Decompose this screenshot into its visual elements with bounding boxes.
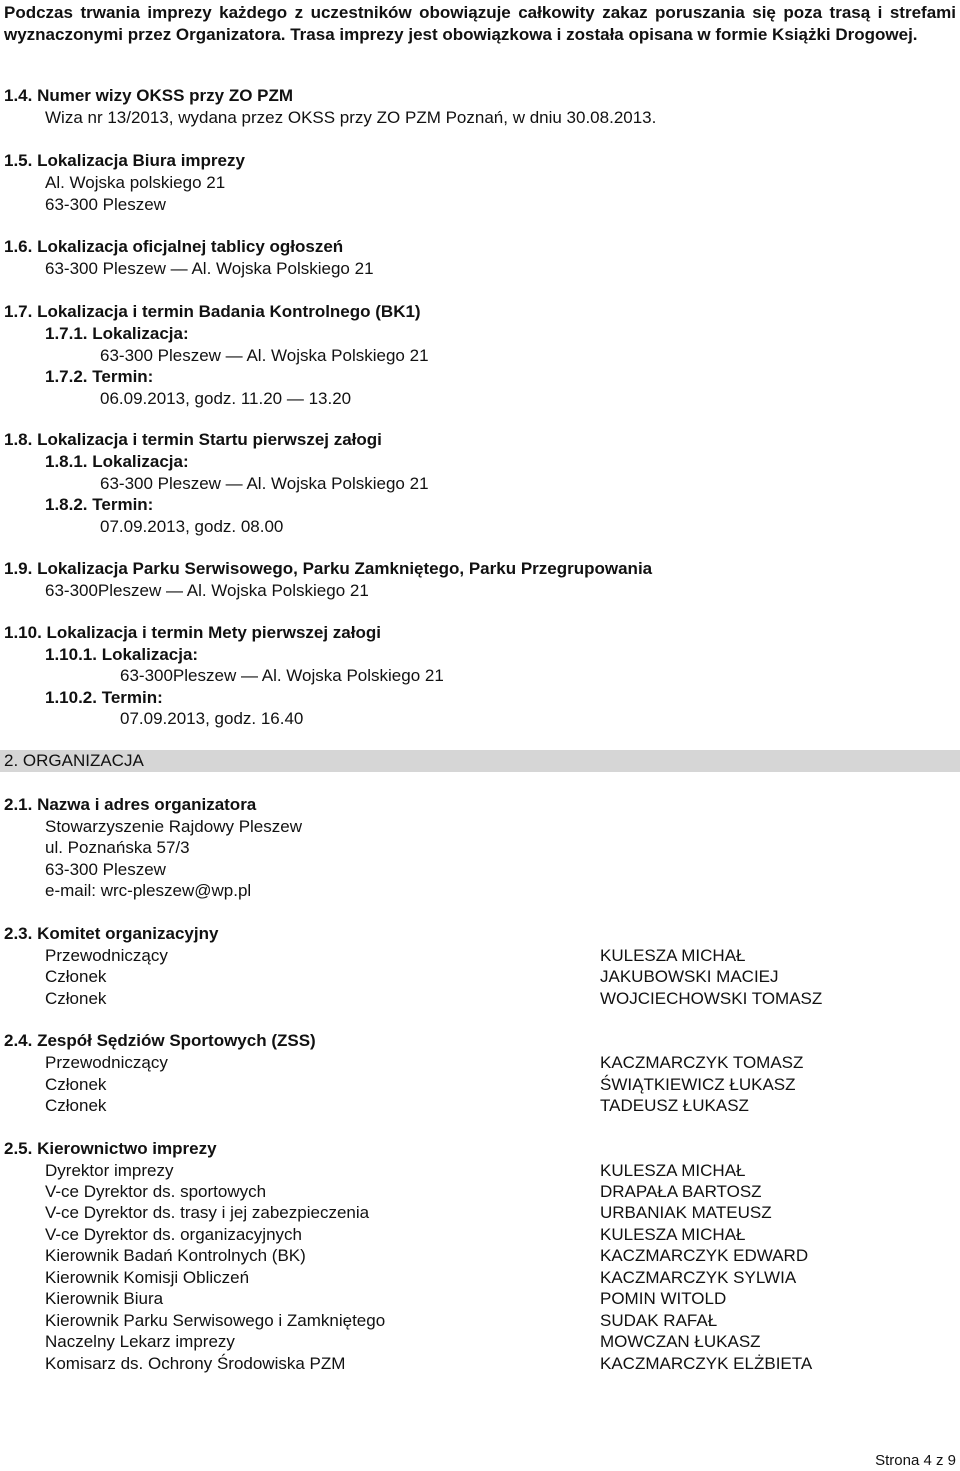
management-name: SUDAK RAFAŁ bbox=[600, 1311, 718, 1330]
organizer-line: Stowarzyszenie Rajdowy Pleszew bbox=[45, 817, 302, 836]
management-name: KACZMARCZYK ELŻBIETA bbox=[600, 1354, 813, 1373]
intro-paragraph: Podczas trwania imprezy każdego z uczestników obowiązuje całkowity zakaz poruszania się poza trasą i strefami wyznaczonymi przez Organizatora. Trasa imprezy jest obowiązkowa i została opisana w formie Książki Drogowej. bbox=[4, 3, 956, 44]
committee-name: KULESZA MICHAŁ bbox=[600, 946, 746, 965]
section-2-3-heading: 2.3. Komitet organizacyjny bbox=[4, 924, 219, 943]
judges-role: Członek bbox=[45, 1075, 107, 1094]
management-name: DRAPAŁA BARTOSZ bbox=[600, 1182, 762, 1201]
committee-name: JAKUBOWSKI MACIEJ bbox=[600, 967, 779, 986]
committee-role: Członek bbox=[45, 967, 107, 986]
management-role: V-ce Dyrektor ds. sportowych bbox=[45, 1182, 267, 1201]
section-2-5-heading: 2.5. Kierownictwo imprezy bbox=[4, 1139, 217, 1158]
organizer-line: ul. Poznańska 57/3 bbox=[45, 838, 190, 857]
management-role: Kierownik Biura bbox=[45, 1289, 164, 1308]
judges-role: Członek bbox=[45, 1096, 107, 1115]
judges-name: TADEUSZ ŁUKASZ bbox=[600, 1096, 749, 1115]
management-role: Kierownik Parku Serwisowego i Zamkniętego bbox=[45, 1311, 386, 1330]
section-1-10-1-label: 1.10.1. Lokalizacja: bbox=[45, 645, 199, 664]
section-1-7-1-label: 1.7.1. Lokalizacja: bbox=[45, 324, 189, 343]
committee-role: Przewodniczący bbox=[45, 946, 168, 965]
management-name: KULESZA MICHAŁ bbox=[600, 1161, 746, 1180]
committee-name: WOJCIECHOWSKI TOMASZ bbox=[600, 989, 823, 1008]
management-name: POMIN WITOLD bbox=[600, 1289, 727, 1308]
judges-name: ŚWIĄTKIEWICZ ŁUKASZ bbox=[600, 1075, 796, 1094]
section-1-8-1-value: 63-300 Pleszew — Al. Wojska Polskiego 21 bbox=[100, 474, 429, 493]
management-name: MOWCZAN ŁUKASZ bbox=[600, 1332, 761, 1351]
section-1-10-1-value: 63-300Pleszew — Al. Wojska Polskiego 21 bbox=[120, 666, 444, 685]
management-role: Kierownik Komisji Obliczeń bbox=[45, 1268, 250, 1287]
management-role: Komisarz ds. Ochrony Środowiska PZM bbox=[45, 1354, 346, 1373]
judges-name: KACZMARCZYK TOMASZ bbox=[600, 1053, 804, 1072]
section-1-5-heading: 1.5. Lokalizacja Biura imprezy bbox=[4, 151, 245, 170]
section-1-6-text: 63-300 Pleszew — Al. Wojska Polskiego 21 bbox=[45, 259, 374, 278]
judges-role: Przewodniczący bbox=[45, 1053, 168, 1072]
management-role: V-ce Dyrektor ds. trasy i jej zabezpieczenia bbox=[45, 1203, 370, 1222]
organizer-line: 63-300 Pleszew bbox=[45, 860, 166, 879]
section-1-7-1-value: 63-300 Pleszew — Al. Wojska Polskiego 21 bbox=[100, 346, 429, 365]
management-role: Kierownik Badań Kontrolnych (BK) bbox=[45, 1246, 306, 1265]
section-1-10-2-label: 1.10.2. Termin: bbox=[45, 688, 163, 707]
committee-role: Członek bbox=[45, 989, 107, 1008]
section-1-5-line1: Al. Wojska polskiego 21 bbox=[45, 173, 226, 192]
organizer-email: e-mail: wrc-pleszew@wp.pl bbox=[45, 881, 252, 900]
section-1-8-2-label: 1.8.2. Termin: bbox=[45, 495, 154, 514]
section-1-10-heading: 1.10. Lokalizacja i termin Mety pierwszej załogi bbox=[4, 623, 381, 642]
section-1-7-2-label: 1.7.2. Termin: bbox=[45, 367, 154, 386]
section-2-1-heading: 2.1. Nazwa i adres organizatora bbox=[4, 795, 257, 814]
section-2-header-bar bbox=[0, 750, 960, 772]
section-1-8-heading: 1.8. Lokalizacja i termin Startu pierwszej załogi bbox=[4, 430, 382, 449]
section-1-4-text: Wiza nr 13/2013, wydana przez OKSS przy ZO PZM Poznań, w dniu 30.08.2013. bbox=[45, 108, 657, 127]
section-1-7-2-value: 06.09.2013, godz. 11.20 — 13.20 bbox=[100, 389, 352, 408]
section-2-4-heading: 2.4. Zespół Sędziów Sportowych (ZSS) bbox=[4, 1031, 316, 1050]
management-name: KULESZA MICHAŁ bbox=[600, 1225, 746, 1244]
section-1-5-line2: 63-300 Pleszew bbox=[45, 195, 166, 214]
management-name: KACZMARCZYK SYLWIA bbox=[600, 1268, 797, 1287]
section-1-8-2-value: 07.09.2013, godz. 08.00 bbox=[100, 517, 284, 536]
management-role: V-ce Dyrektor ds. organizacyjnych bbox=[45, 1225, 302, 1244]
section-1-8-1-label: 1.8.1. Lokalizacja: bbox=[45, 452, 189, 471]
page-number: Strona 4 z 9 bbox=[875, 1452, 956, 1469]
section-1-7-heading: 1.7. Lokalizacja i termin Badania Kontrolnego (BK1) bbox=[4, 302, 421, 321]
section-2-title: 2. ORGANIZACJA bbox=[4, 751, 144, 770]
management-role: Naczelny Lekarz imprezy bbox=[45, 1332, 235, 1351]
section-1-9-heading: 1.9. Lokalizacja Parku Serwisowego, Parku Zamkniętego, Parku Przegrupowania bbox=[4, 559, 653, 578]
management-role: Dyrektor imprezy bbox=[45, 1161, 174, 1180]
management-name: KACZMARCZYK EDWARD bbox=[600, 1246, 809, 1265]
section-1-9-text: 63-300Pleszew — Al. Wojska Polskiego 21 bbox=[45, 581, 369, 600]
section-1-10-2-value: 07.09.2013, godz. 16.40 bbox=[120, 709, 304, 728]
section-1-4-heading: 1.4. Numer wizy OKSS przy ZO PZM bbox=[4, 86, 294, 105]
management-name: URBANIAK MATEUSZ bbox=[600, 1203, 772, 1222]
section-1-6-heading: 1.6. Lokalizacja oficjalnej tablicy ogłoszeń bbox=[4, 237, 344, 256]
